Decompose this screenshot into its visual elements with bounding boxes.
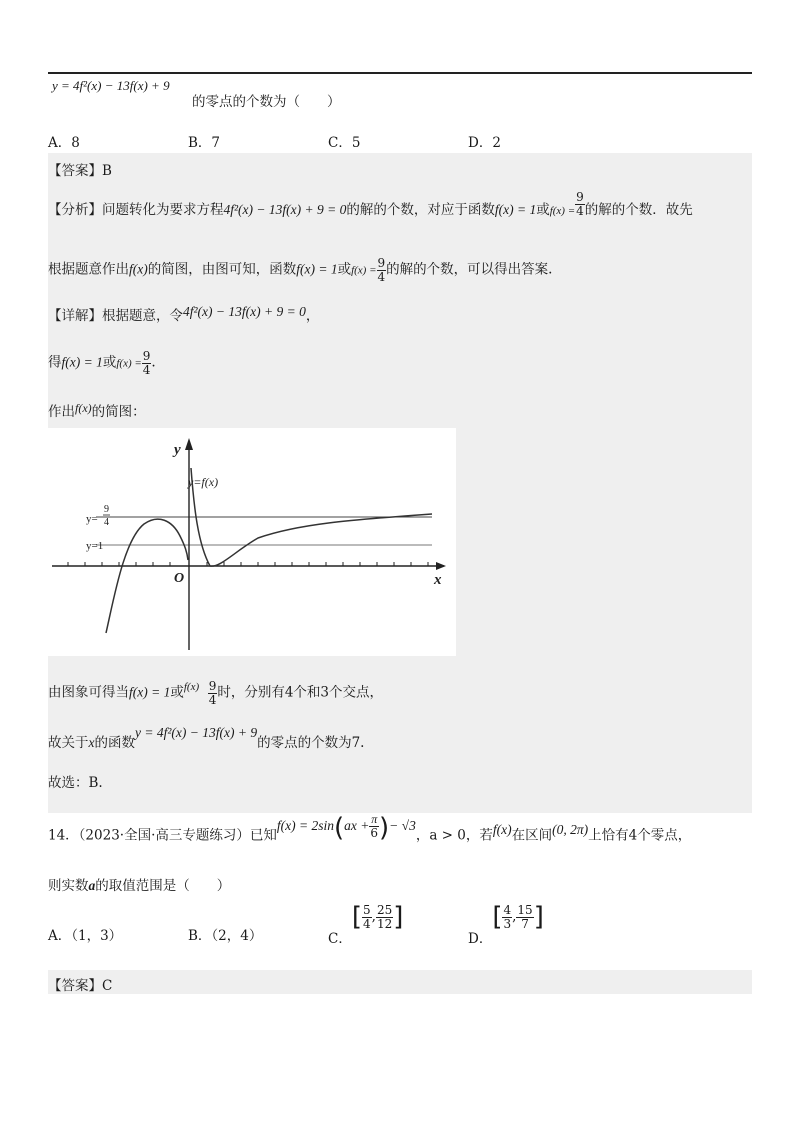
analysis-line-2: 根据题意作出f(x)的简图，由图可知，函数f(x) = 1或f(x) = $\frac{9}{4}$ 的解的个数，可以得出答案. [48, 256, 553, 284]
origin-label: O [174, 571, 185, 586]
conclusion-line-3: 故选：B. [48, 775, 103, 791]
option-c: C．5 [328, 135, 361, 151]
x-axis-label: x [434, 572, 442, 588]
top-expression: y = 4f²(x) − 13f(x) + 9 [52, 78, 170, 93]
answer-13: 【答案】B [48, 163, 112, 179]
y1-label: y=1 [86, 540, 104, 552]
detail-label: 【详解】 [48, 308, 102, 324]
analysis-line-1: 【分析】问题转化为要求方程4f²(x) − 13f(x) + 9 = 0的解的个数，对应于函数f(x) = 1或f(x) = $\frac{9}{4}$ 的解的个数．故先 [48, 190, 693, 218]
q14-line-2: 则实数a的取值范围是（ ） [48, 878, 231, 894]
q13-tail: 的零点的个数为（ ） [192, 94, 341, 110]
x-axis-arrow [436, 562, 446, 570]
answer-block-14 [48, 970, 752, 994]
y94-num: 9 [104, 504, 109, 515]
header-rule [48, 72, 752, 74]
q14-option-b: B．（2，4） [188, 928, 263, 944]
y94-lhs: y= [86, 513, 98, 525]
option-a: A．8 [48, 135, 80, 151]
q14-source: 14．（2023·全国·高三专题练习）已知 [48, 827, 277, 844]
conclusion-line-1: 由图象可得当f(x) = 1或$^{f(x)}$ $\frac{9}{4}$ 时，分别有4个和3个交点， [48, 679, 384, 707]
y94-den: 4 [104, 517, 109, 528]
q14-option-a: A．（1，3） [48, 928, 123, 944]
y-axis-arrow [185, 438, 193, 450]
option-d: D．2 [468, 135, 501, 151]
curve-label: y=f(x) [188, 475, 219, 489]
option-b: B．7 [188, 135, 221, 151]
q14-option-d: D．[ $\frac{4}{3}$ , $\frac{15}{7}$ ] [468, 902, 544, 947]
detail-line-3: 作出f(x)的简图： [48, 401, 146, 420]
analysis-label: 【分析】 [48, 202, 102, 218]
conclusion-line-2: 故关于x的函数y = 4f²(x) − 13f(x) + 9的零点的个数为7. [48, 725, 365, 751]
function-graph [48, 428, 456, 656]
detail-line-1: 【详解】根据题意，令4f²(x) − 13f(x) + 9 = 0， [48, 304, 320, 324]
y-axis-label: y [174, 442, 181, 458]
q14-option-c: C．[ $\frac{5}{4}$ , $\frac{25}{12}$ ] [328, 902, 404, 947]
function-sketch [48, 428, 456, 656]
detail-line-2: 得f(x) = 1或f(x) = $\frac{9}{4}$ . [48, 349, 156, 377]
q14-line-1: 14．（2023·全国·高三专题练习）已知f(x) = 2sin(ax + $\frac{\pi}{6}$ )− √3，a > 0，若f(x)在区间(0, 2π)上恰有4个零点， [48, 811, 692, 844]
answer-14: 【答案】C [48, 978, 113, 994]
